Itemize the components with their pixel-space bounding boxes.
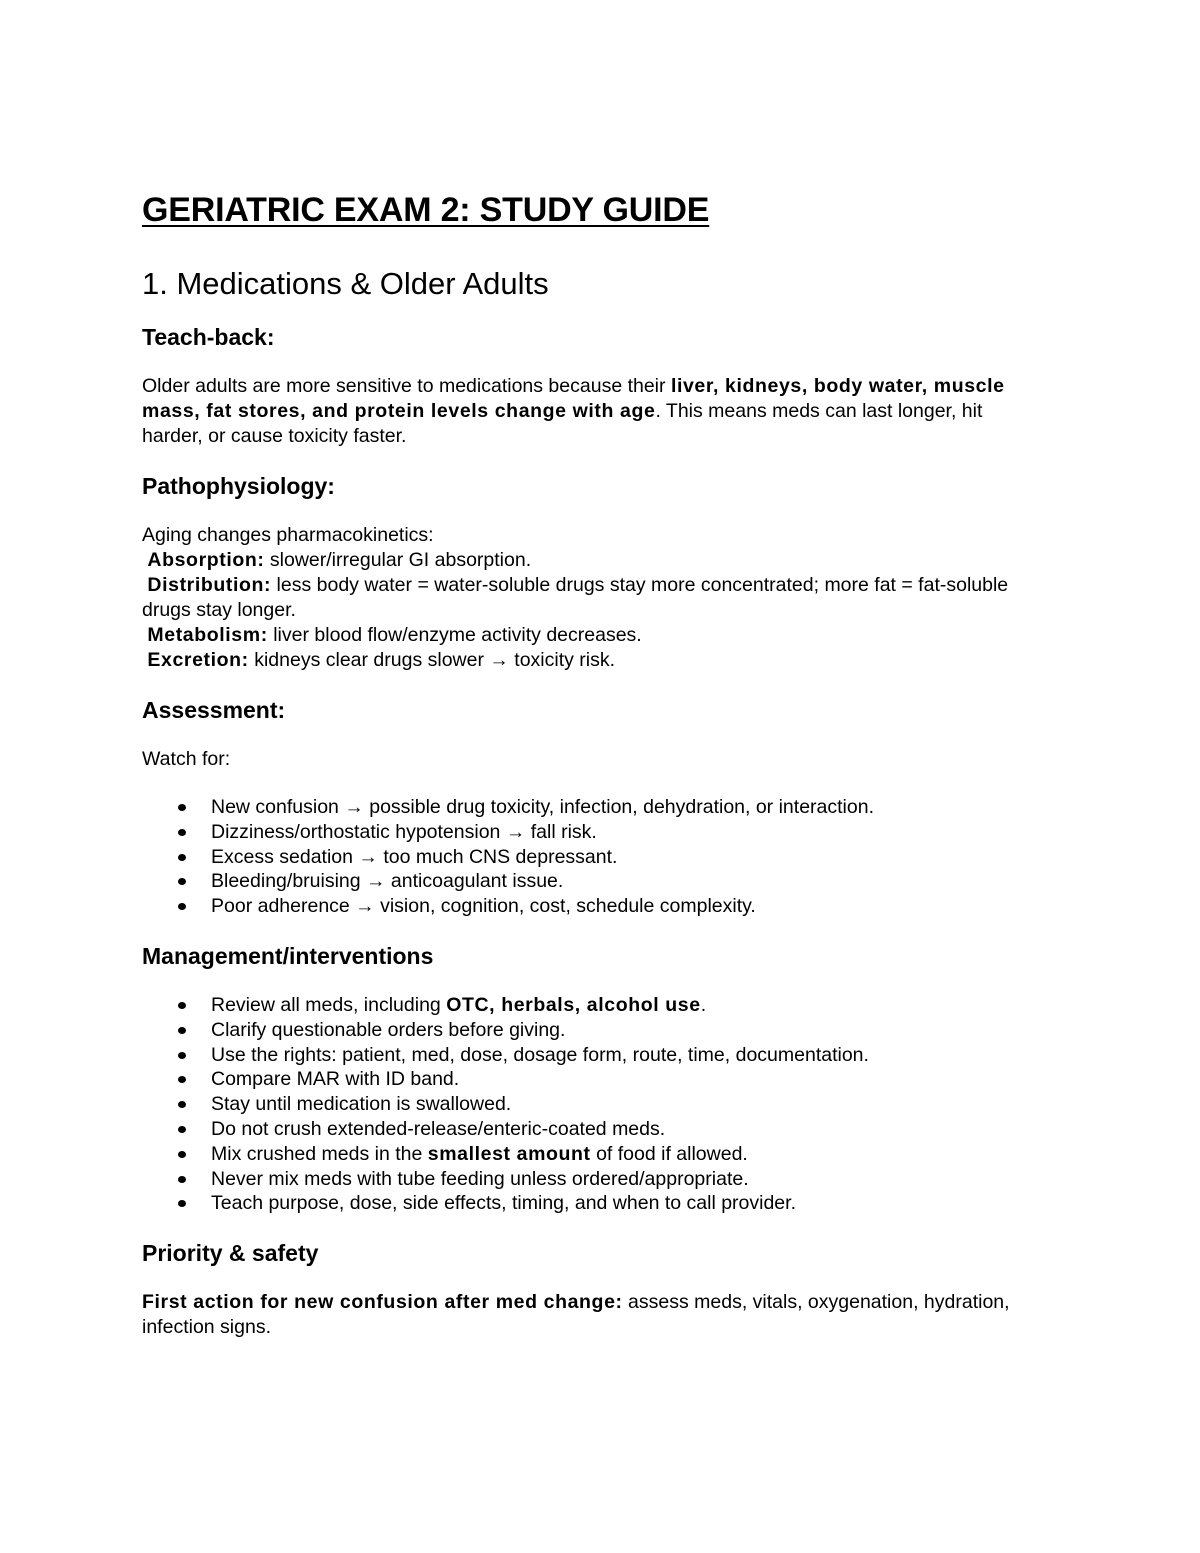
teachback-heading: Teach-back:	[142, 324, 275, 350]
patho-excretion: Excretion: kidneys clear drugs slower → toxicity risk.	[147, 649, 616, 671]
document-page	[142, 186, 1042, 1340]
patho-absorption-label: Absorption:	[147, 549, 265, 571]
priority-paragraph	[142, 1290, 1042, 1340]
patho-excretion-label: Excretion:	[147, 649, 249, 671]
teachback-intro: Older adults are more sensitive to medications because their	[142, 375, 671, 397]
list-item: Use the rights: patient, med, dose, dosage form, route, time, documentation.	[142, 1043, 1042, 1068]
list-item: Teach purpose, dose, side effects, timing, and when to call provider.	[142, 1191, 1042, 1216]
list-item: Review all meds, including OTC, herbals, alcohol use.	[142, 993, 1042, 1018]
assessment-intro: Watch for:	[142, 748, 231, 770]
priority-text: assess meds, vitals, oxygenation, hydration, infection signs.	[142, 1291, 1010, 1339]
list-item: Stay until medication is swallowed.	[142, 1092, 1042, 1117]
section-heading-medications: 1. Medications & Older Adults	[142, 266, 549, 301]
teachback-after: . This means meds can last longer, hit harder, or cause toxicity faster.	[142, 400, 983, 447]
teachback-bold: liver, kidneys, body water, muscle mass, fat stores, and protein levels change with age	[142, 375, 1005, 422]
list-item: Clarify questionable orders before giving.	[142, 1018, 1042, 1043]
management-bold-smallest: smallest amount	[427, 1142, 591, 1165]
list-item: Mix crushed meds in the smallest amount of food if allowed.	[142, 1142, 1042, 1167]
list-item: Never mix meds with tube feeding unless ordered/appropriate.	[142, 1167, 1042, 1192]
list-item: Compare MAR with ID band.	[142, 1067, 1042, 1092]
list-item: Bleeding/bruising → anticoagulant issue.	[142, 869, 1042, 894]
priority-label: First action for new confusion after med change:	[142, 1291, 623, 1314]
patho-distribution: Distribution: less body water = water-soluble drugs stay more concentrated; more fat = fat-soluble drugs stay longer.	[142, 574, 1009, 621]
assessment-list	[142, 795, 1042, 919]
priority-heading: Priority & safety	[142, 1240, 319, 1267]
patho-metabolism-label: Metabolism:	[147, 624, 268, 646]
teachback-paragraph	[142, 374, 1042, 449]
list-item: Do not crush extended-release/enteric-coated meds.	[142, 1117, 1042, 1142]
list-item: Dizziness/orthostatic hypotension → fall risk.	[142, 820, 1042, 845]
management-bold-otc: OTC, herbals, alcohol use	[446, 993, 701, 1016]
patho-distribution-label: Distribution:	[147, 574, 272, 596]
pathophysiology-heading: Pathophysiology:	[142, 473, 335, 499]
pathophysiology-block	[142, 523, 1042, 673]
list-item: New confusion → possible drug toxicity, infection, dehydration, or interaction.	[142, 795, 1042, 820]
document-title: GERIATRIC EXAM 2: STUDY GUIDE	[142, 191, 710, 229]
list-item: Excess sedation → too much CNS depressant.	[142, 845, 1042, 870]
management-list	[142, 993, 1042, 1216]
management-heading: Management/interventions	[142, 942, 434, 969]
patho-absorption: Absorption: slower/irregular GI absorption.	[147, 549, 532, 571]
list-item: Poor adherence → vision, cognition, cost, schedule complexity.	[142, 894, 1042, 919]
patho-intro: Aging changes pharmacokinetics:	[142, 524, 434, 546]
patho-metabolism: Metabolism: liver blood flow/enzyme activity decreases.	[147, 624, 642, 646]
assessment-heading: Assessment:	[142, 697, 286, 723]
